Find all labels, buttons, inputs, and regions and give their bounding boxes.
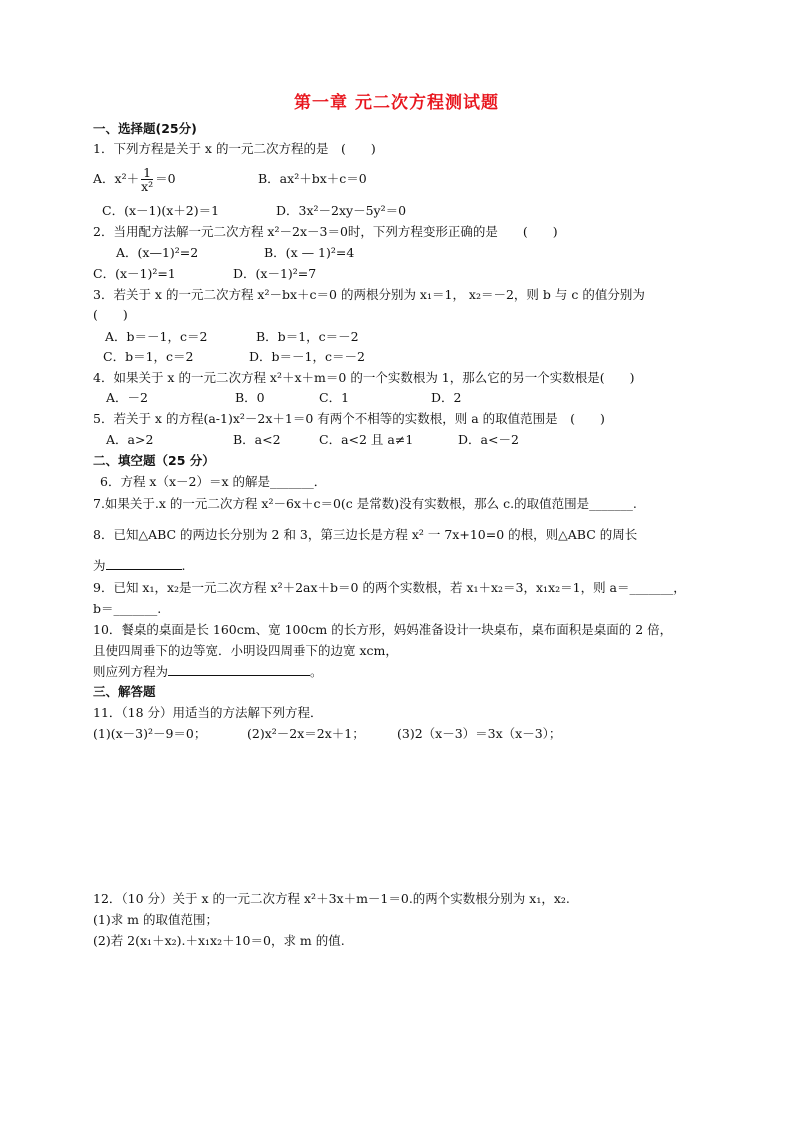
q4-option-d: D．2	[431, 390, 462, 405]
q8-line1: 8．已知△ABC 的两边长分别为 2 和 3，第三边长是方程 x² 一 7x+10=0 的根，则△ABC 的周长	[93, 527, 638, 542]
q1-a-fraction	[141, 166, 153, 193]
section-fill-heading: 二、填空题（25 分）	[93, 453, 215, 468]
q11-part3: (3)2（x－3）＝3x（x－3）；	[397, 726, 562, 741]
q1-a-prefix: A．x²＋	[93, 171, 140, 186]
q12-stem: 12．（10 分）关于 x 的一元二次方程 x²＋3x＋m－1＝0.的两个实数根分别为 x₁，x₂.	[93, 891, 570, 906]
q10-answer-blank	[168, 663, 310, 676]
q5-option-c: C．a<2 且 a≠1	[319, 432, 414, 447]
q1-a-suffix: ＝0	[155, 171, 176, 186]
q10-line3-prefix: 则应列方程为	[93, 664, 169, 679]
q10-line2: 且使四周垂下的边等宽．小明设四周垂下的边宽 xcm，	[93, 643, 398, 658]
q10-line3-suffix: 。	[310, 664, 323, 679]
q1-option-a	[93, 164, 176, 194]
q3-option-a: A．b＝－1，c＝2	[105, 329, 208, 344]
q2-option-b: B．(x — 1)²=4	[264, 245, 355, 260]
q11-stem: 11．（18 分）用适当的方法解下列方程．	[93, 705, 323, 720]
section-choice-heading: 一、选择题(25分)	[93, 121, 197, 136]
q9-line1: 9．已知 x₁，x₂是一元二次方程 x²＋2ax＋b＝0 的两个实数根，若 x₁＋x₂＝3，x₁x₂＝1，则 a＝_______，	[93, 580, 686, 595]
q7: 7.如果关于.x 的一元二次方程 x²－6x＋c＝0(c 是常数)没有实数根，那么 c.的取值范围是_______.	[93, 496, 637, 511]
q1-stem: 1．下列方程是关于 x 的一元二次方程的是 ( )	[93, 141, 376, 156]
q5-option-d: D．a<－2	[458, 432, 519, 447]
q2-option-a: A．(x—1)²=2	[116, 245, 199, 260]
q4-option-b: B．0	[235, 390, 265, 405]
q8-line2	[93, 557, 186, 574]
q10-line1: 10．餐桌的桌面是长 160cm、宽 100cm 的长方形，妈妈准备设计一块桌布，桌布面积是桌面的 2 倍，	[93, 622, 673, 637]
q12-part2: (2)若 2(x₁＋x₂).＋x₁x₂＋10＝0，求 m 的值.	[93, 933, 345, 948]
q1-a-denominator: x²	[141, 179, 154, 194]
q11-part1: (1)(x－3)²－9＝0；	[93, 726, 207, 741]
q4-option-c: C．1	[319, 390, 350, 405]
q8-line2-suffix: .	[181, 558, 186, 573]
q2-option-c: C．(x－1)²=1	[93, 266, 176, 281]
q1-option-c: C．(x－1)(x＋2)＝1	[102, 203, 220, 218]
q10-line3	[93, 663, 323, 680]
q6: 6．方程 x（x－2）＝x 的解是_______．	[100, 474, 327, 489]
section-answer-heading: 三、解答题	[93, 684, 156, 699]
q3-option-d: D．b＝－1，c＝－2	[249, 349, 365, 364]
q8-answer-blank	[106, 557, 182, 570]
q3-option-b: B．b＝1，c＝－2	[256, 329, 359, 344]
q9-line2: b＝_______.	[93, 601, 162, 616]
q5-option-b: B．a<2	[233, 432, 281, 447]
q2-stem: 2．当用配方法解一元二次方程 x²－2x－3＝0时，下列方程变形正确的是 ( )	[93, 224, 558, 239]
q1-option-b: B．ax²＋bx＋c＝0	[258, 171, 367, 186]
q3-stem: 3．若关于 x 的一元二次方程 x²－bx＋c＝0 的两根分别为 x₁＝1， x₂＝－2，则 b 与 c 的值分别为	[93, 287, 645, 302]
q1-a-numerator: 1	[141, 166, 153, 180]
q5-stem: 5．若关于 x 的方程(a-1)x²－2x＋1＝0 有两个不相等的实数根，则 a 的取值范围是 ( )	[93, 411, 605, 426]
q3-option-c: C．b＝1，c＝2	[103, 349, 194, 364]
q2-option-d: D．(x－1)²=7	[233, 266, 317, 281]
q5-option-a: A．a>2	[106, 432, 154, 447]
q1-option-d: D．3x²－2xy－5y²＝0	[276, 203, 407, 218]
q4-stem: 4．如果关于 x 的一元二次方程 x²＋x＋m＝0 的一个实数根为 1，那么它的另一个实数根是( )	[93, 370, 635, 385]
q8-line2-prefix: 为	[93, 558, 106, 573]
q4-option-a: A．－2	[106, 390, 148, 405]
q3-paren: ( )	[93, 307, 128, 322]
q12-part1: (1)求 m 的取值范围；	[93, 912, 219, 927]
q11-part2: (2)x²－2x＝2x＋1；	[247, 726, 365, 741]
page-title: 第一章 元二次方程测试题	[294, 93, 499, 113]
